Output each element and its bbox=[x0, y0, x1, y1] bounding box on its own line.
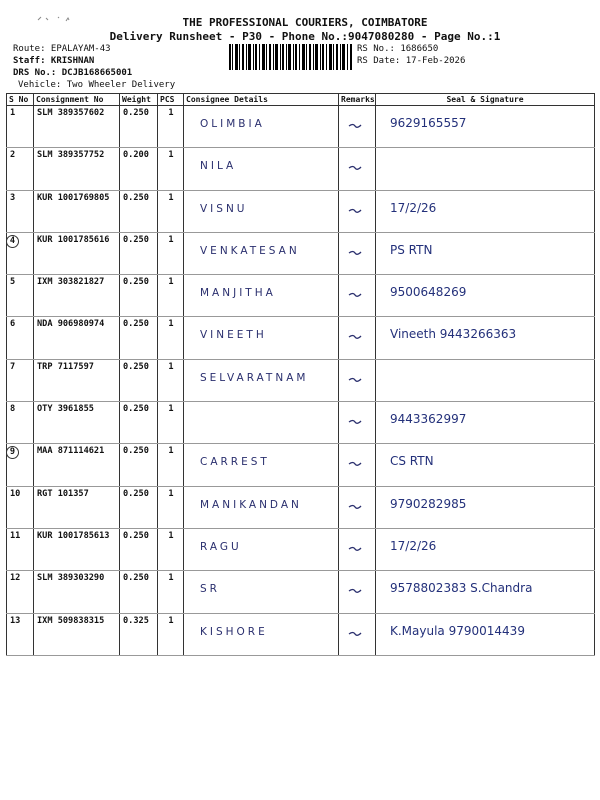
row-consignment bbox=[34, 402, 120, 444]
table-row bbox=[7, 148, 595, 190]
row-weight-text: 0.250 bbox=[123, 573, 149, 584]
row-pcs bbox=[158, 402, 184, 444]
row-sno bbox=[7, 444, 34, 486]
consignee-handwriting: SELVARATNAM bbox=[200, 371, 309, 384]
row-sno bbox=[7, 148, 34, 190]
rs-date: RS Date: 17-Feb-2026 bbox=[357, 56, 466, 66]
row-pcs-text: 1 bbox=[168, 108, 174, 118]
row-consignment bbox=[34, 106, 120, 148]
row-pcs bbox=[158, 571, 184, 613]
row-remarks bbox=[339, 486, 376, 528]
row-sno-text: 9 bbox=[7, 446, 20, 459]
remarks-tick-mark bbox=[339, 148, 376, 188]
row-consignee bbox=[184, 148, 339, 190]
row-weight bbox=[120, 402, 158, 444]
row-consignment-text: SLM 389357752 bbox=[37, 150, 105, 161]
row-consignment-text: NDA 906980974 bbox=[37, 319, 105, 330]
row-remarks bbox=[339, 359, 376, 401]
remarks-tick-mark bbox=[339, 571, 376, 611]
row-remarks bbox=[339, 402, 376, 444]
row-seal-signature bbox=[376, 190, 595, 232]
row-consignment bbox=[34, 528, 120, 570]
row-sno-text: 10 bbox=[10, 488, 21, 499]
table-row bbox=[7, 444, 595, 486]
col-pcs: PCS bbox=[158, 94, 184, 106]
col-weight: Weight bbox=[120, 94, 158, 106]
row-sno-text: 8 bbox=[10, 404, 16, 415]
row-remarks bbox=[339, 148, 376, 190]
row-seal-signature bbox=[376, 486, 595, 528]
row-sno-text: 6 bbox=[10, 319, 16, 330]
document-subtitle: Delivery Runsheet - P30 - Phone No.:9047080280 - Page No.:1 bbox=[109, 30, 501, 43]
row-consignment-text: IXM 509838315 bbox=[37, 615, 105, 626]
row-consignment-text: SLM 389357602 bbox=[37, 108, 105, 118]
row-sno bbox=[7, 232, 34, 274]
signature-handwriting: 17/2/26 bbox=[390, 200, 437, 215]
consignee-handwriting: NILA bbox=[200, 160, 237, 173]
remarks-tick-mark bbox=[339, 191, 376, 231]
row-pcs bbox=[158, 359, 184, 401]
row-pcs-text: 1 bbox=[168, 446, 174, 457]
row-consignment-text: OTY 3961855 bbox=[37, 404, 94, 415]
row-weight-text: 0.250 bbox=[123, 108, 149, 118]
consignee-handwriting: RAGU bbox=[200, 540, 242, 553]
row-consignment bbox=[34, 444, 120, 486]
row-sno bbox=[7, 106, 34, 148]
row-sno bbox=[7, 613, 34, 655]
row-pcs-text: 1 bbox=[168, 361, 174, 372]
row-weight-text: 0.250 bbox=[123, 192, 149, 203]
row-weight bbox=[120, 106, 158, 148]
row-pcs bbox=[158, 106, 184, 148]
row-consignment-text: KUR 1001769805 bbox=[37, 192, 110, 203]
signature-handwriting: K.Mayula 9790014439 bbox=[390, 623, 525, 638]
remarks-tick-mark bbox=[339, 487, 376, 527]
row-consignment-text: TRP 7117597 bbox=[37, 361, 94, 372]
row-sno bbox=[7, 402, 34, 444]
row-pcs bbox=[158, 232, 184, 274]
row-pcs bbox=[158, 486, 184, 528]
row-pcs-text: 1 bbox=[168, 615, 174, 626]
row-consignment bbox=[34, 486, 120, 528]
table-row bbox=[7, 232, 595, 274]
row-pcs bbox=[158, 528, 184, 570]
row-weight bbox=[120, 317, 158, 359]
row-consignee bbox=[184, 275, 339, 317]
row-sno bbox=[7, 190, 34, 232]
remarks-tick-mark bbox=[339, 233, 376, 273]
consignee-handwriting: MANJITHA bbox=[200, 287, 276, 300]
document-title: THE PROFESSIONAL COURIERS, COIMBATORE bbox=[182, 16, 428, 29]
row-sno-text: 5 bbox=[10, 277, 16, 288]
row-seal-signature bbox=[376, 275, 595, 317]
table-row bbox=[7, 613, 595, 655]
row-pcs-text: 1 bbox=[168, 192, 174, 203]
row-consignee bbox=[184, 190, 339, 232]
row-consignment bbox=[34, 148, 120, 190]
row-consignee bbox=[184, 359, 339, 401]
row-weight bbox=[120, 444, 158, 486]
row-seal-signature bbox=[376, 402, 595, 444]
row-weight bbox=[120, 275, 158, 317]
row-consignment bbox=[34, 232, 120, 274]
row-consignee bbox=[184, 444, 339, 486]
row-sno bbox=[7, 486, 34, 528]
row-consignment-text: KUR 1001785613 bbox=[37, 530, 110, 541]
row-remarks bbox=[339, 571, 376, 613]
consignee-handwriting: KISHORE bbox=[200, 625, 268, 638]
row-pcs-text: 1 bbox=[168, 277, 174, 288]
row-consignment bbox=[34, 275, 120, 317]
signature-handwriting: 9629165557 bbox=[390, 116, 467, 130]
table-row bbox=[7, 528, 595, 570]
signature-handwriting: Vineeth 9443266363 bbox=[390, 327, 517, 342]
signature-handwriting: CS RTN bbox=[390, 454, 434, 469]
row-pcs-text: 1 bbox=[168, 530, 174, 541]
row-consignment-text: SLM 389303290 bbox=[37, 573, 105, 584]
consignee-handwriting: MANIKANDAN bbox=[200, 498, 302, 511]
scan-marks bbox=[36, 14, 76, 26]
row-consignee bbox=[184, 486, 339, 528]
consignee-handwriting: CARREST bbox=[200, 456, 270, 469]
remarks-tick-mark bbox=[339, 614, 376, 654]
row-consignment bbox=[34, 359, 120, 401]
signature-handwriting: 9443362997 bbox=[390, 412, 467, 427]
row-seal-signature bbox=[376, 528, 595, 570]
row-weight-text: 0.250 bbox=[123, 277, 149, 288]
row-remarks bbox=[339, 613, 376, 655]
row-sno bbox=[7, 317, 34, 359]
row-weight-text: 0.250 bbox=[123, 404, 149, 415]
row-sno-text: 12 bbox=[10, 573, 21, 584]
row-pcs bbox=[158, 317, 184, 359]
barcode bbox=[229, 44, 353, 70]
row-weight-text: 0.250 bbox=[123, 488, 149, 499]
row-sno-text: 13 bbox=[10, 615, 21, 626]
route-label: Route: EPALAYAM-43 bbox=[13, 44, 111, 54]
signature-handwriting: 9790282985 bbox=[390, 496, 467, 511]
col-consignee: Consignee Details bbox=[184, 94, 339, 106]
row-sno-text: 2 bbox=[10, 150, 16, 161]
row-weight-text: 0.325 bbox=[123, 615, 149, 626]
row-sno-text: 3 bbox=[10, 192, 16, 203]
row-pcs-text: 1 bbox=[168, 319, 174, 330]
signature-handwriting: 9500648269 bbox=[390, 285, 467, 300]
row-remarks bbox=[339, 444, 376, 486]
signature-handwriting: 9578802383 S.Chandra bbox=[390, 581, 533, 596]
table-row bbox=[7, 275, 595, 317]
row-seal-signature bbox=[376, 613, 595, 655]
col-seal: Seal & Signature bbox=[376, 94, 595, 106]
row-weight bbox=[120, 613, 158, 655]
consignee-handwriting: VISNU bbox=[200, 202, 248, 215]
row-seal-signature bbox=[376, 232, 595, 274]
row-consignee bbox=[184, 317, 339, 359]
row-weight bbox=[120, 232, 158, 274]
row-consignee bbox=[184, 613, 339, 655]
row-weight bbox=[120, 571, 158, 613]
row-sno bbox=[7, 359, 34, 401]
row-seal-signature bbox=[376, 444, 595, 486]
row-weight bbox=[120, 359, 158, 401]
table-row bbox=[7, 486, 595, 528]
consignee-handwriting: SR bbox=[200, 583, 220, 596]
row-seal-signature bbox=[376, 317, 595, 359]
row-consignee bbox=[184, 232, 339, 274]
consignee-handwriting: VENKATESAN bbox=[200, 244, 300, 257]
row-pcs-text: 1 bbox=[168, 488, 174, 499]
row-pcs-text: 1 bbox=[168, 150, 174, 161]
row-seal-signature bbox=[376, 148, 595, 190]
remarks-tick-mark bbox=[339, 360, 376, 400]
row-weight bbox=[120, 190, 158, 232]
signature-handwriting: PS RTN bbox=[390, 242, 433, 257]
row-sno-text: 7 bbox=[10, 361, 16, 372]
row-consignment-text: MAA 871114621 bbox=[37, 446, 105, 457]
row-pcs-text: 1 bbox=[168, 404, 174, 415]
row-seal-signature bbox=[376, 571, 595, 613]
row-pcs-text: 1 bbox=[168, 234, 174, 245]
row-weight-text: 0.250 bbox=[123, 446, 149, 457]
row-sno bbox=[7, 528, 34, 570]
drs-number: DRS No.: DCJB168665001 bbox=[13, 68, 133, 78]
row-pcs bbox=[158, 613, 184, 655]
row-pcs bbox=[158, 444, 184, 486]
row-weight bbox=[120, 486, 158, 528]
row-consignee bbox=[184, 528, 339, 570]
remarks-tick-mark bbox=[339, 529, 376, 569]
remarks-tick-mark bbox=[339, 275, 376, 315]
staff-label: Staff: KRISHNAN bbox=[13, 56, 95, 66]
row-remarks bbox=[339, 528, 376, 570]
runsheet-table bbox=[6, 93, 595, 656]
table-row bbox=[7, 317, 595, 359]
row-consignment bbox=[34, 190, 120, 232]
row-consignment bbox=[34, 317, 120, 359]
table-row bbox=[7, 106, 595, 148]
row-weight-text: 0.250 bbox=[123, 530, 149, 541]
consignee-handwriting: VINEETH bbox=[200, 329, 267, 342]
row-seal-signature bbox=[376, 359, 595, 401]
table-row bbox=[7, 359, 595, 401]
row-seal-signature bbox=[376, 106, 595, 148]
row-consignment-text: IXM 303821827 bbox=[37, 277, 105, 288]
row-consignee bbox=[184, 106, 339, 148]
row-weight-text: 0.250 bbox=[123, 361, 149, 372]
row-pcs bbox=[158, 148, 184, 190]
remarks-tick-mark bbox=[339, 106, 376, 146]
remarks-tick-mark bbox=[339, 444, 376, 484]
table-row bbox=[7, 402, 595, 444]
row-consignment bbox=[34, 571, 120, 613]
row-pcs bbox=[158, 190, 184, 232]
row-weight-text: 0.200 bbox=[123, 150, 149, 161]
row-remarks bbox=[339, 232, 376, 274]
col-remarks: Remarks bbox=[339, 94, 376, 106]
remarks-tick-mark bbox=[339, 402, 376, 442]
row-consignment-text: RGT 101357 bbox=[37, 488, 89, 499]
row-weight bbox=[120, 148, 158, 190]
col-sno: S No bbox=[7, 94, 34, 106]
row-remarks bbox=[339, 275, 376, 317]
row-weight bbox=[120, 528, 158, 570]
row-weight-text: 0.250 bbox=[123, 234, 149, 245]
signature-handwriting: 17/2/26 bbox=[390, 538, 437, 553]
row-pcs bbox=[158, 275, 184, 317]
row-weight-text: 0.250 bbox=[123, 319, 149, 330]
row-sno-text: 4 bbox=[7, 235, 20, 248]
rs-number: RS No.: 1686650 bbox=[357, 44, 439, 54]
row-remarks bbox=[339, 190, 376, 232]
row-remarks bbox=[339, 106, 376, 148]
row-sno bbox=[7, 571, 34, 613]
row-consignment bbox=[34, 613, 120, 655]
table-row bbox=[7, 571, 595, 613]
remarks-tick-mark bbox=[339, 317, 376, 357]
row-consignment-text: KUR 1001785616 bbox=[37, 234, 110, 245]
table-row bbox=[7, 190, 595, 232]
row-consignee bbox=[184, 402, 339, 444]
consignee-handwriting: OLIMBIA bbox=[200, 118, 265, 130]
row-sno bbox=[7, 275, 34, 317]
row-sno-text: 1 bbox=[10, 108, 16, 118]
row-remarks bbox=[339, 317, 376, 359]
row-consignee bbox=[184, 571, 339, 613]
row-sno-text: 11 bbox=[10, 530, 21, 541]
row-pcs-text: 1 bbox=[168, 573, 174, 584]
table-header-row bbox=[7, 94, 595, 106]
col-consignment: Consignment No bbox=[34, 94, 120, 106]
vehicle-label: Vehicle: Two Wheeler Delivery bbox=[18, 80, 176, 90]
